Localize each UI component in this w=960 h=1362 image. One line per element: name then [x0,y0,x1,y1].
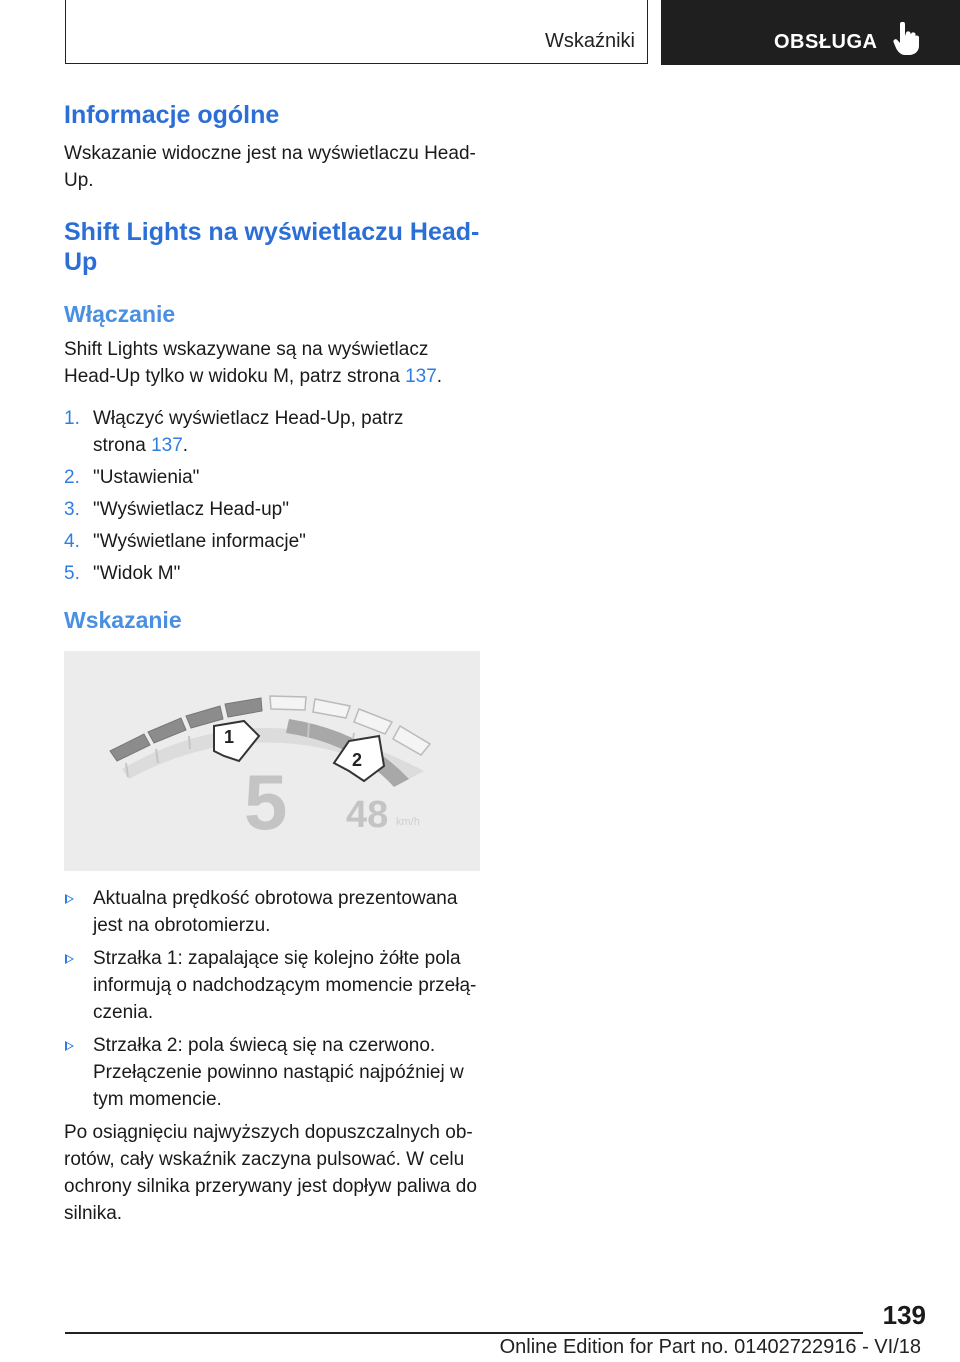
step-number: 1. [64,408,80,429]
paragraph-activation-end: . [436,366,443,387]
footer-divider [65,1332,863,1334]
triangle-bullet-icon [65,954,74,964]
list-item [64,464,480,491]
step-number: 2. [64,467,80,488]
paragraph-general: Wskazanie widoczne jest na wyświetlaczu Head-Up. [64,143,476,191]
gear-indicator: 5 [244,758,288,846]
step-text: "Widok M" [93,563,181,584]
header-section-title: Wskaźniki [544,30,635,52]
list-item [64,528,480,555]
arrow-2-label: 2 [352,750,363,770]
page-link-137[interactable]: 137 [151,435,183,456]
bullet-text: Aktualna prędkość obrotowa prezentowana jest na obrotomierzu. [93,888,458,936]
step-number: 4. [64,531,80,552]
header-chapter-title: OBSŁUGA [774,31,878,53]
header-section-box [65,0,648,64]
triangle-bullet-icon [65,1041,74,1051]
step-text: "Wyświetlacz Head-up" [93,499,289,520]
arrow-1-label: 1 [224,727,235,747]
heading-activation: Włączanie [64,301,176,327]
triangle-bullet-icon [65,894,74,904]
shift-lights-illustration [64,651,480,871]
bullet-text: Strzałka 1: zapalające się kolejno żółte pola informują o nadchodzącym momencie przełą-czenia. [93,948,477,1023]
pointing-hand-icon [893,22,919,56]
step-text: Włączyć wyświetlacz Head-Up, patrz strona [93,408,404,456]
heading-general: Informacje ogólne [64,101,280,129]
step-number: 5. [64,563,80,584]
content-column [64,100,480,1227]
paragraph-activation-text: Shift Lights wskazywane są na wyświetlacz Head-Up tylko w widoku M, patrz strona [64,339,429,387]
speed-value: 48 [346,794,389,836]
bullet-text: Strzałka 2: pola świecą się na czerwono. Przełączenie powinno nastąpić najpóźniej w tym momencie. [93,1035,464,1110]
paragraph-activation [64,336,480,390]
paragraph-final: Po osiągnięciu najwyższych dopuszczalnych ob-rotów, cały wskaźnik zaczyna pulsować. W celu ochrony silnika przerywany jest dopływ paliwa do silnika. [64,1122,477,1224]
steps-list [64,405,480,587]
list-item [64,1032,480,1113]
footer-edition: Online Edition for Part no. 01402722916 - VI/18 [499,1336,921,1358]
page-link-137[interactable]: 137 [405,366,437,387]
list-item [64,885,480,939]
page-number: 139 [882,1300,926,1330]
heading-display: Wskazanie [64,607,182,633]
list-item [64,945,480,1026]
heading-shift-lights: Shift Lights na wyświetlaczu Head-Up [64,218,480,276]
bullet-list [64,885,480,1113]
list-item [64,405,480,459]
list-item [64,496,480,523]
shift-lights-figure [64,651,480,871]
step-text-end: . [182,435,189,456]
step-number: 3. [64,499,80,520]
list-item [64,560,480,587]
header-chapter-tab [661,0,960,65]
speed-unit: km/h [396,816,420,828]
step-text: "Ustawienia" [93,467,200,488]
step-text: "Wyświetlane informacje" [93,531,306,552]
